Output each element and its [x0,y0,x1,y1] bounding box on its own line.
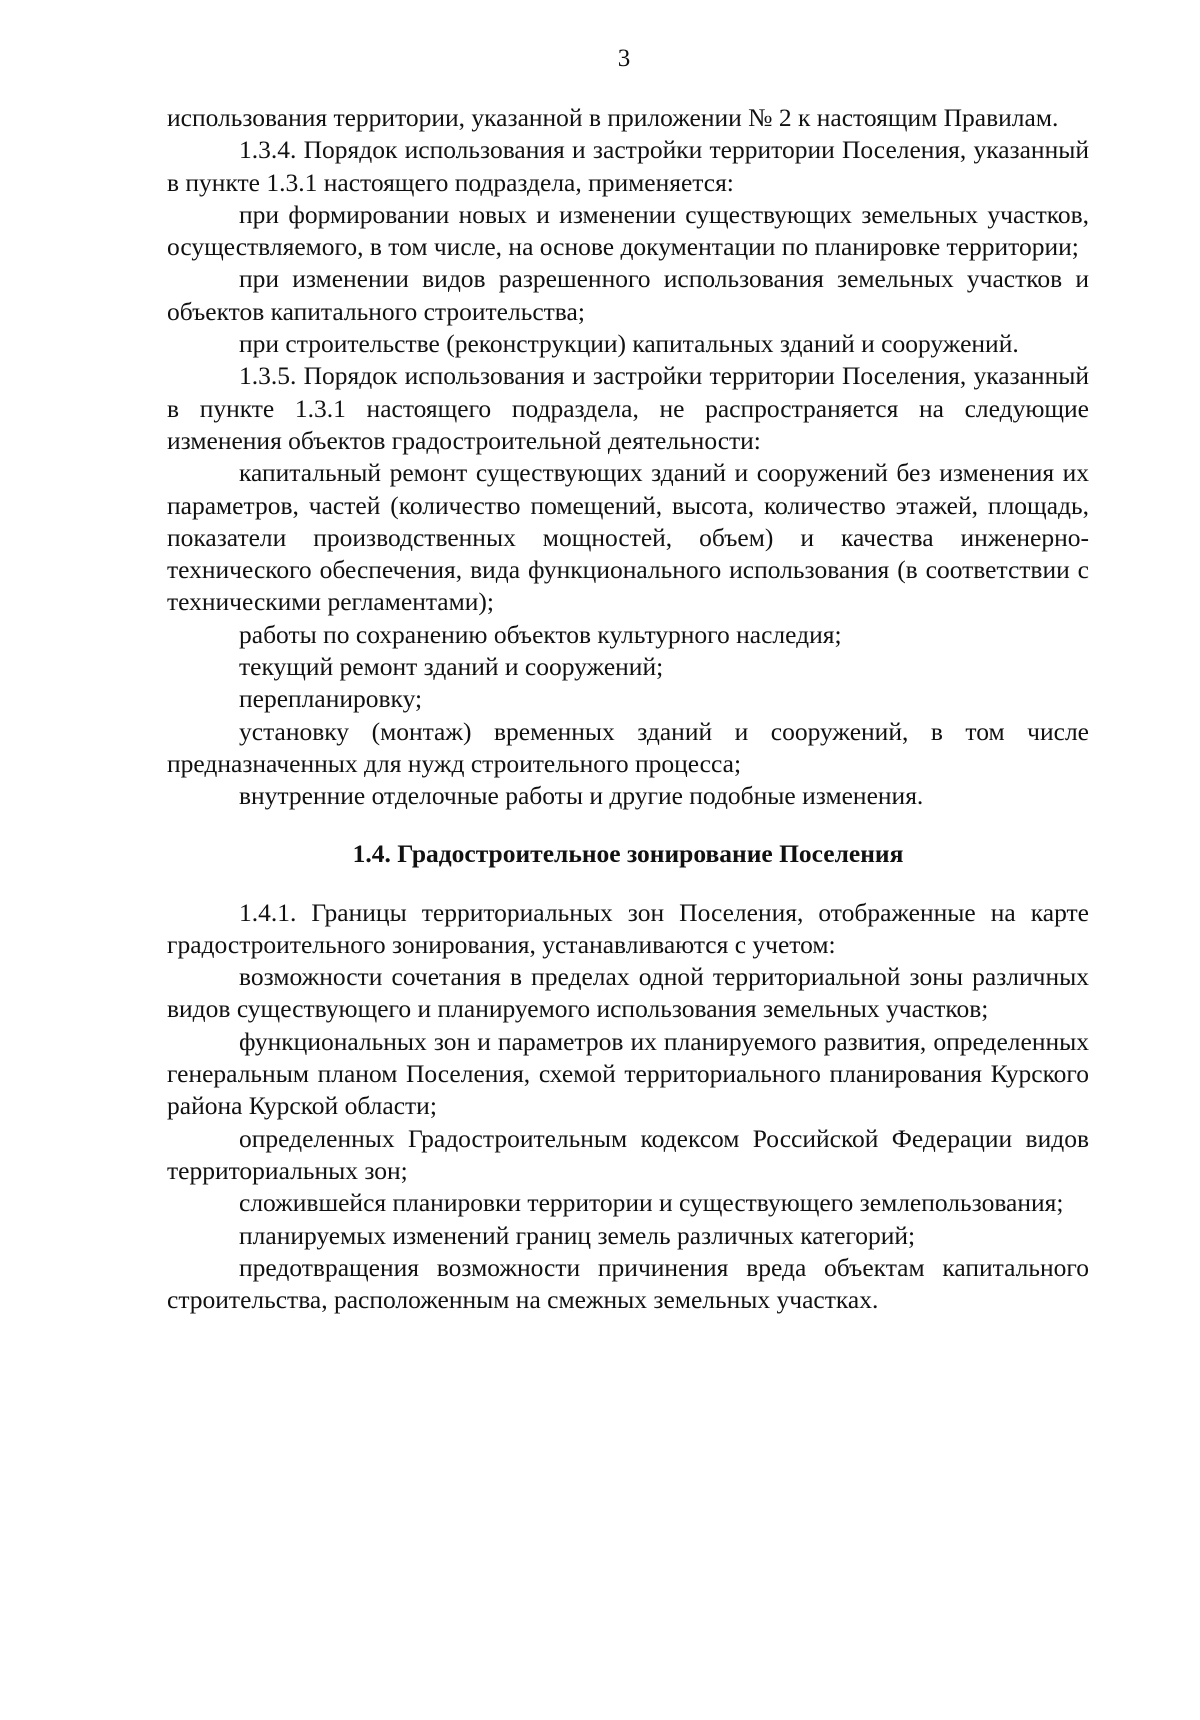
page-number: 3 [617,45,631,72]
list-item-replanning: перепланировку; [239,684,423,714]
list-item-zone-combination: возможности сочетания в пределах одной территориальной зоны различных видов существующего и планируемого использования земельных участков; [167,962,1089,1024]
paragraph-1-3-4: 1.3.4. Порядок использования и застройки территории Поселения, указанный в пункте 1.3.1 настоящего подраздела, применяется: [167,135,1089,197]
list-item-temporary-buildings: установку (монтаж) временных зданий и сооружений, в том числе предназначенных для нужд строительного процесса; [167,716,1089,778]
list-item-land-category-changes: планируемых изменений границ земель различных категорий; [239,1220,916,1250]
list-item-forming-plots: при формировании новых и изменении существующих земельных участков, осуществляемого, в том числе, на основе документации по планировке территории; [167,199,1089,262]
list-item-construction: при строительстве (реконструкции) капитальных зданий и сооружений. [239,329,1019,359]
document-body [167,102,1089,1316]
list-item-existing-layout: сложившейся планировки территории и существующего землепользования; [239,1188,1064,1218]
list-item-current-repair: текущий ремонт зданий и сооружений; [239,652,664,682]
list-item-harm-prevention: предотвращения возможности причинения вреда объектам капитального строительства, расположенным на смежных земельных участках. [167,1252,1089,1315]
list-item-capital-repair: капитальный ремонт существующих зданий и сооружений без изменения их параметров, частей (количество помещений, высота, количество этажей, площадь, показатели производственных мощностей, объем) и качества инженерно-технического обеспечения, вида функционального использования (в соответствии с техническими регламентами); [167,458,1089,617]
list-item-zone-types: определенных Градостроительным кодексом Российской Федерации видов территориальных зон; [167,1123,1089,1185]
paragraph-1-3-5: 1.3.5. Порядок использования и застройки территории Поселения, указанный в пункте 1.3.1 настоящего подраздела, не распространяется на следующие изменения объектов градостроительной деятельности: [167,361,1089,455]
list-item-heritage-works: работы по сохранению объектов культурного наследия; [239,619,842,649]
section-heading: 1.4. Градостроительное зонирование Поселения [352,838,904,868]
list-item-changing-use: при изменении видов разрешенного использования земельных участков и объектов капитального строительства; [167,264,1089,326]
list-item-interior-finishing: внутренние отделочные работы и другие подобные изменения. [239,781,924,811]
paragraph-continuation: использования территории, указанной в приложении № 2 к настоящим Правилам. [167,103,1059,132]
list-item-functional-zones: функциональных зон и параметров их планируемого развития, определенных генеральным планом Поселения, схемой территориального планирования Курского района Курской области; [167,1026,1089,1121]
paragraph-1-4-1: 1.4.1. Границы территориальных зон Поселения, отображенные на карте градостроительного зонирования, устанавливаются с учетом: [167,897,1089,959]
